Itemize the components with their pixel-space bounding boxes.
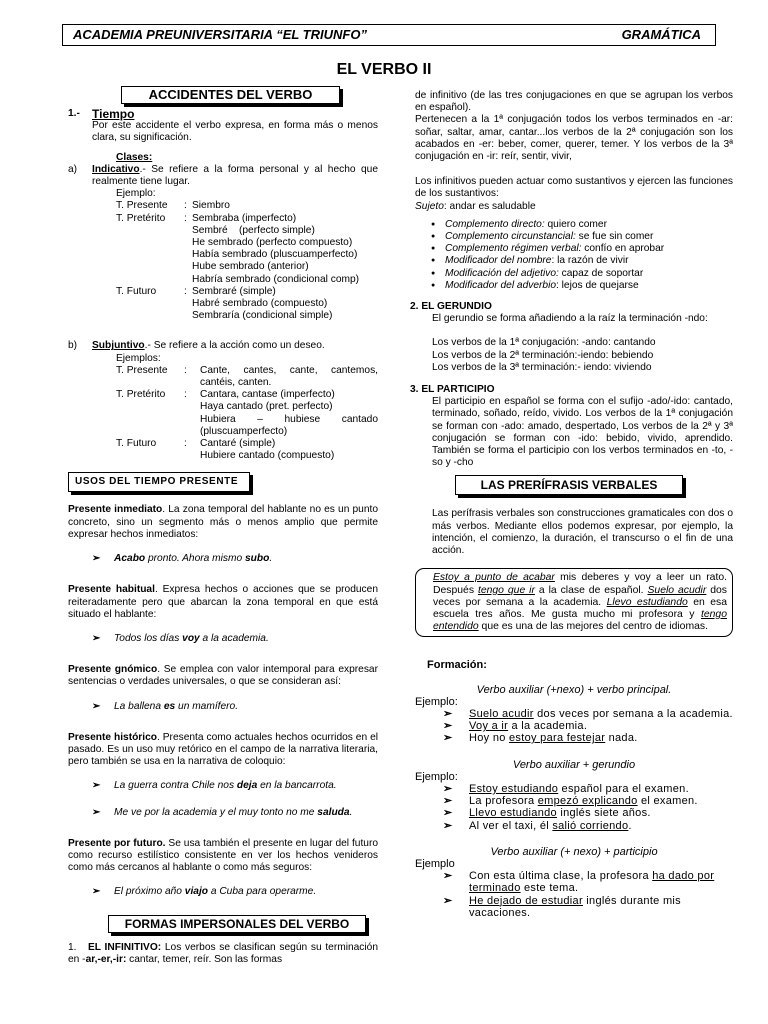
subjuntivo-block — [68, 340, 378, 352]
tense-form: Sembraré (simple) — [192, 285, 276, 297]
tense-form: Hube sembrado (anterior) — [192, 261, 309, 273]
example-text: dos veces por semana a la academia. — [433, 584, 727, 608]
uso-definition: . Se emplea con valor intemporal para expresar sentencias o verdades universales, o que se consideran así: — [68, 664, 378, 688]
plain-phrase: inglés siete años. — [556, 807, 651, 820]
tense-row — [116, 286, 378, 298]
tense-separator — [184, 274, 192, 286]
tense-separator — [184, 225, 192, 237]
formacion-example — [415, 895, 733, 919]
example-text: mis deberes y voy a leer un rato. Después — [433, 572, 727, 596]
example-bold-2: subo — [244, 553, 270, 565]
bullet-icon: ● — [431, 233, 436, 241]
example-pre: La guerra contra Chile nos — [114, 780, 237, 792]
uso-paragraph — [68, 664, 378, 688]
tense-name — [116, 225, 184, 237]
participio-title: 3. EL PARTICIPIO — [410, 384, 495, 396]
accidentes-heading: ACCIDENTES DEL VERBO — [121, 86, 340, 104]
tense-name — [116, 261, 184, 273]
bullet-icon: ● — [431, 245, 436, 253]
uso-name: Presente histórico — [68, 731, 157, 743]
subjuntivo-name: Subjuntivo — [92, 340, 145, 352]
uso-definition: . Expresa hechos o acciones que se producen reiteradamente pero que abarcan la zona temporal en que está situado el hablante: — [68, 584, 378, 620]
uso-paragraph — [68, 504, 378, 541]
example-bold: es — [163, 700, 176, 712]
tense-name: T. Pretérito — [116, 389, 166, 401]
formacion-example — [415, 870, 733, 894]
uso-example — [68, 701, 378, 713]
highlighted-phrase: salió corriendo — [552, 819, 629, 832]
plain-phrase: el examen. — [637, 795, 698, 808]
example-pre: El próximo año — [114, 886, 185, 898]
function-label: Modificador del nombre — [445, 255, 552, 267]
perifrasis-highlight: tengo que ir — [477, 584, 535, 596]
gerundio-lines — [415, 337, 733, 374]
uso-paragraph — [68, 584, 378, 621]
example-text — [469, 732, 733, 744]
tense-name: T. Pretérito — [116, 212, 166, 224]
tiempo-label: Tiempo — [92, 107, 135, 121]
formula: Verbo auxiliar (+ nexo) + participio — [490, 845, 658, 858]
formacion-example — [415, 820, 733, 832]
example-text — [114, 780, 378, 792]
formas-heading: FORMAS IMPERSONALES DEL VERBO — [108, 915, 366, 933]
arrow-icon: ➢ — [92, 780, 101, 792]
function-item — [415, 219, 733, 231]
sujeto-text: : andar es saludable — [443, 200, 536, 212]
tense-separator: : — [184, 212, 187, 224]
plain-phrase: Hoy no — [469, 732, 510, 745]
tense-form: Haya cantado (pret. perfecto) — [200, 401, 333, 413]
highlighted-phrase: Estoy estudiando — [469, 782, 559, 795]
example-text: a la clase de español. — [534, 584, 648, 596]
function-example: : la razón de vivir — [551, 255, 629, 267]
functions-list — [415, 219, 733, 292]
example-text: que es una de las mejores del centro de idiomas. — [478, 621, 708, 633]
example-pre: La ballena — [114, 700, 164, 712]
perifrasis-example-box — [415, 568, 733, 637]
tense-name — [116, 274, 184, 286]
function-item — [415, 280, 733, 292]
function-label: Complemento directo: — [445, 218, 545, 230]
example-text — [114, 807, 378, 819]
uso-example — [68, 807, 378, 819]
tense-separator — [184, 450, 200, 462]
tiempo-heading — [68, 108, 378, 120]
subjuntivo-table — [68, 364, 381, 463]
uso-name: Presente gnómico — [68, 664, 158, 676]
infinitivo-number: 1. — [68, 941, 77, 953]
indicativo-letter: a) — [68, 163, 78, 175]
tense-form: Sembraría (condicional simple) — [192, 310, 333, 322]
function-label: Modificador del adverbio — [445, 279, 556, 291]
formacion-example — [415, 807, 733, 819]
plain-phrase: a la academia. — [508, 720, 588, 733]
perifrasis-highlight: Suelo acudir — [647, 584, 707, 596]
tense-name: T. Presente — [116, 200, 168, 212]
function-text — [445, 255, 628, 267]
tense-name — [116, 298, 184, 310]
tense-row — [116, 298, 378, 310]
gerundio-title: 2. EL GERUNDIO — [410, 301, 492, 313]
tense-name — [116, 237, 184, 249]
gerundio-line: Los verbos de la 3ª terminación:- iendo: viviendo — [432, 361, 652, 373]
highlighted-phrase: Suelo acudir — [469, 707, 534, 720]
tense-row — [116, 310, 378, 322]
arrow-icon: ➢ — [443, 720, 453, 733]
academy-name: ACADEMIA PREUNIVERSITARIA “EL TRIUNFO” — [73, 26, 367, 42]
page-title: EL VERBO II — [336, 61, 432, 78]
formacion-groups — [415, 684, 733, 919]
example-text — [469, 895, 733, 919]
example-text: en esa escuela tres años. Me gusta mucho mi profesora y — [433, 596, 727, 620]
highlighted-phrase: empezó explicando — [537, 795, 638, 808]
tense-separator — [184, 310, 192, 322]
arrow-icon: ➢ — [443, 894, 453, 907]
gerundio-definition: El gerundio se forma añadiendo a la raíz la terminación -ndo: — [432, 313, 708, 325]
tense-name — [116, 249, 184, 261]
formacion-example — [415, 720, 733, 732]
uso-paragraph — [68, 838, 378, 875]
usos-list — [68, 504, 378, 909]
tense-form: Cantara, cantase (imperfecto) — [200, 389, 335, 401]
tense-row — [116, 413, 381, 438]
tense-form: Había sembrado (pluscuamperfecto) — [192, 249, 358, 261]
right-column — [410, 90, 733, 919]
tense-separator: : — [184, 285, 187, 297]
function-example: quiero comer — [544, 218, 607, 230]
perifrasis-heading: LAS PRERÍFRASIS VERBALES — [455, 475, 683, 495]
infinitivo-conjugations: Pertenecen a la 1ª conjugación todos los verbos terminados en -ar: soñar, saltar, amar, cantar...los verbos de la 2ª conjugación son los acabados en -er: beber, comer, querer, temer. Y los verbos de la 3ª conjugación en -ir: reír, sentir, vivir, — [415, 114, 733, 163]
bullet-icon: ● — [431, 220, 436, 228]
arrow-icon: ➢ — [443, 807, 453, 820]
tense-row — [116, 401, 378, 413]
arrow-icon: ➢ — [443, 819, 453, 832]
uso-name: Presente por futuro. — [68, 837, 166, 849]
formacion-example — [415, 732, 733, 744]
example-text — [114, 886, 378, 898]
formacion-example — [415, 708, 733, 720]
example-mid: a Cuba para operarme. — [208, 886, 317, 898]
tense-row — [116, 249, 378, 261]
sujeto-line — [415, 201, 733, 213]
uso-paragraph — [68, 732, 378, 769]
function-item — [415, 255, 733, 267]
tense-name: T. Futuro — [116, 438, 157, 450]
tiempo-definition: Por este accidente el verbo expresa, en forma más o menos clara, su significación. — [92, 120, 378, 144]
plain-phrase: Con esta última clase, la profesora — [469, 870, 653, 883]
tense-row — [116, 237, 378, 249]
formula: Verbo auxiliar (+nexo) + verbo principal. — [476, 683, 672, 696]
example-text — [469, 870, 733, 894]
plain-phrase: este tema. — [520, 882, 579, 895]
tense-name: T. Futuro — [116, 285, 157, 297]
arrow-icon: ➢ — [443, 795, 453, 808]
example-mid: . — [349, 806, 353, 818]
tense-row — [116, 225, 378, 237]
example-text — [114, 553, 378, 565]
tense-separator — [184, 298, 192, 310]
tense-name — [116, 310, 184, 322]
tense-name — [116, 414, 184, 438]
uso-example — [68, 886, 378, 898]
tense-row — [116, 274, 378, 286]
example-bold: saluda — [317, 806, 350, 818]
plain-phrase: dos veces por semana a la academia. — [533, 707, 733, 720]
tense-separator — [184, 261, 192, 273]
tense-name — [116, 401, 184, 413]
function-text — [445, 268, 643, 280]
tiempo-number: 1.- — [68, 108, 80, 119]
function-example: capaz de soportar — [558, 267, 644, 279]
example-text — [469, 708, 733, 720]
uso-name: Presente habitual — [68, 584, 155, 596]
highlighted-phrase: Voy a ir — [469, 720, 509, 733]
bullet-icon: ● — [431, 257, 436, 265]
function-label: Complemento régimen verbal: — [445, 243, 582, 255]
uso-name: Presente inmediato — [68, 504, 163, 516]
function-text — [445, 219, 607, 231]
tense-form: Habría sembrado (condicional comp) — [192, 273, 360, 285]
example-mid: pronto. Ahora mismo — [145, 553, 245, 565]
tense-row — [116, 364, 381, 389]
infinitivo-endings: ar,-er,-ir: — [85, 953, 127, 965]
function-item — [415, 243, 733, 255]
gerundio-line: Los verbos de la 2ª terminación:-iendo: bebiendo — [432, 349, 654, 361]
infinitivo-continuation: de infinitivo (de las tres conjugaciones en que se agrupan los verbos en español). — [415, 90, 733, 114]
function-label: Complemento circunstancial: — [445, 231, 576, 243]
example-text — [469, 807, 733, 819]
example-text — [469, 820, 733, 832]
bullet-icon: ● — [431, 269, 436, 277]
example-text — [469, 720, 733, 732]
function-label: Modificación del adjetivo: — [445, 267, 559, 279]
plain-phrase: Al ver el taxi, él — [469, 819, 553, 832]
plain-phrase: La profesora — [469, 795, 538, 808]
tense-form: Siembro — [192, 200, 230, 212]
ejemplo-label: Ejemplo: — [415, 770, 458, 783]
tense-form: Cantaré (simple) — [200, 438, 276, 450]
uso-example — [68, 633, 378, 645]
infinitivo-start — [68, 942, 378, 966]
subjuntivo-letter: b) — [68, 340, 78, 352]
indicativo-definition — [92, 164, 378, 188]
indicativo-name: Indicativo — [92, 163, 140, 175]
formacion-example — [415, 783, 733, 795]
tense-form: Cante, cantes, cante, cantemos, cantéis, canten. — [200, 364, 381, 389]
function-item — [415, 268, 733, 280]
example-mid: un mamífero. — [175, 700, 239, 712]
perifrasis-highlight: Estoy a punto de acabar — [433, 572, 555, 584]
sujeto-label: Sujeto — [415, 200, 444, 212]
example-text — [114, 633, 378, 645]
arrow-icon: ➢ — [92, 632, 101, 644]
tense-form: Habré sembrado (compuesto) — [192, 298, 328, 310]
tense-form: Hubiere cantado (compuesto) — [200, 450, 335, 462]
plain-phrase: . — [628, 819, 632, 832]
tense-separator — [184, 249, 192, 261]
infinitivo-def-1: Los verbos se clasifican según su terminación en - — [68, 941, 378, 965]
example-bold: viajo — [184, 886, 208, 898]
bullet-icon: ● — [431, 281, 436, 289]
tense-separator — [184, 401, 200, 413]
left-column — [68, 84, 381, 966]
example-bold: Acabo — [114, 553, 146, 565]
formacion-example — [415, 795, 733, 807]
arrow-icon: ➢ — [92, 806, 101, 818]
function-example: : lejos de quejarse — [556, 279, 639, 291]
perifrasis-intro: Las perífrasis verbales son construcciones gramaticales con dos o más verbos. Mediante ellos podemos expresar, por ejemplo, la intención, el comienzo, la duración, el transcurso o el fin de una acción. — [432, 508, 733, 557]
tense-separator — [184, 414, 200, 438]
tense-form: Hubiera – hubiese cantado (pluscuamperfecto) — [200, 413, 381, 437]
tense-row — [116, 450, 378, 462]
tense-row — [116, 213, 378, 225]
indicativo-table — [68, 200, 378, 322]
highlighted-phrase: He dejado de estudiar — [469, 894, 583, 907]
infinitivo-def-2a: cantar, temer, reír. Son las formas — [126, 953, 283, 965]
tense-form: Sembré (perfecto simple) — [192, 224, 315, 236]
formula: Verbo auxiliar + gerundio — [512, 758, 636, 771]
arrow-icon: ➢ — [443, 870, 453, 883]
highlighted-phrase: estoy para festejar — [509, 732, 606, 745]
usos-heading: USOS DEL TIEMPO PRESENTE — [68, 472, 250, 492]
indicativo-text: .- Se refiere a la forma personal y al hecho que realmente tiene lugar. — [92, 163, 378, 188]
plain-phrase: nada. — [605, 732, 638, 745]
uso-definition: . Presenta como actuales hechos ocurridos en el pasado. Es un uso muy retórico en el campo de la narrativa literaria, pero también se usa en la narrativa de coloquio: — [68, 731, 378, 768]
uso-example — [68, 780, 378, 792]
tense-separator: : — [184, 364, 187, 376]
subjuntivo-ejemplos-label: Ejemplos: — [116, 352, 161, 364]
subjuntivo-text: .- Se refiere a la acción como un deseo. — [144, 340, 325, 352]
example-bold: voy — [182, 632, 200, 644]
page-header — [62, 24, 716, 46]
perifrasis-highlight: tengo entendido — [433, 608, 727, 633]
plain-phrase: español para el examen. — [558, 782, 689, 795]
example-text — [469, 795, 733, 807]
indicativo-ejemplo-label: Ejemplo: — [116, 188, 156, 200]
arrow-icon: ➢ — [443, 707, 453, 720]
tense-name — [116, 450, 184, 462]
example-text — [114, 701, 378, 713]
tense-name: T. Presente — [116, 364, 168, 376]
uso-example — [68, 553, 378, 565]
arrow-icon: ➢ — [92, 553, 101, 565]
ejemplo-label: Ejemplo — [415, 857, 455, 870]
tense-row — [116, 200, 378, 212]
example-pre: Me ve por la academia y el muy tonto no me — [114, 806, 318, 818]
arrow-icon: ➢ — [443, 732, 453, 745]
arrow-icon: ➢ — [92, 700, 101, 712]
example-text — [469, 783, 733, 795]
tense-row — [116, 438, 378, 450]
gerundio-line: Los verbos de la 1ª conjugación: -ando: cantando — [432, 337, 656, 349]
uso-definition: . La zona temporal del hablante no es un punto concreto, sino un segmento más o menos amplio que permite expresar hechos inmediatos: — [68, 504, 379, 540]
tense-separator — [184, 237, 192, 249]
infinitivo-functions-intro: Los infinitivos pueden actuar como sustantivos y ejercen las funciones de los sustantivos: — [415, 176, 733, 200]
formacion-label: Formación: — [427, 659, 487, 672]
subject-name: GRAMÁTICA — [621, 26, 701, 42]
plain-phrase: inglés durante mis vacaciones. — [469, 894, 681, 919]
infinitivo-name: EL INFINITIVO: — [88, 941, 162, 953]
example-bold: deja — [236, 780, 258, 792]
ejemplo-label: Ejemplo: — [415, 695, 458, 708]
arrow-icon: ➢ — [443, 782, 453, 795]
tense-form: Sembraba (imperfecto) — [192, 212, 297, 224]
function-text — [445, 243, 664, 255]
example-mid: a la academia. — [199, 632, 269, 644]
participio-text: El participio en español se forma con el sufijo -ado/-ido: cantado, terminado, soñado, reído, vivido. Los verbos de la 1ª conjugación se forman con -ado: amado, despertado, Los verbos de la 2ª y 3ª conjugación se forman con -ido: bebido, vivido, aprendido. También se forma el participio con los verbos terminados en -to, -so y -cho — [432, 396, 733, 469]
tense-form: He sembrado (perfecto compuesto) — [192, 237, 353, 249]
arrow-icon: ➢ — [92, 886, 101, 898]
subjuntivo-definition — [92, 340, 325, 352]
tense-separator: : — [184, 438, 187, 450]
perifrasis-highlight: Llevo estudiando — [606, 596, 688, 608]
highlighted-phrase: ha dado por terminado — [469, 870, 715, 895]
example-mid: en la bancarrota. — [257, 780, 337, 792]
function-example: confío en aprobar — [581, 243, 665, 255]
function-example: se fue sin comer — [575, 231, 654, 243]
tense-row — [116, 389, 378, 401]
tense-separator: : — [184, 200, 187, 212]
clases-label: Clases: — [116, 151, 153, 163]
example-pre: Todos los días — [114, 632, 183, 644]
tense-separator: : — [184, 389, 187, 401]
uso-definition: Se usa también el presente en lugar del futuro como recurso estilístico consistente en ver los hechos venideros como más cercanos al hablante o como más seguros: — [68, 837, 379, 874]
function-item — [415, 231, 733, 243]
function-text — [445, 280, 639, 292]
highlighted-phrase: Llevo estudiando — [469, 807, 557, 820]
example-post: . — [269, 553, 273, 565]
function-text — [445, 231, 653, 243]
tense-row — [116, 261, 378, 273]
indicativo-block — [68, 164, 378, 188]
